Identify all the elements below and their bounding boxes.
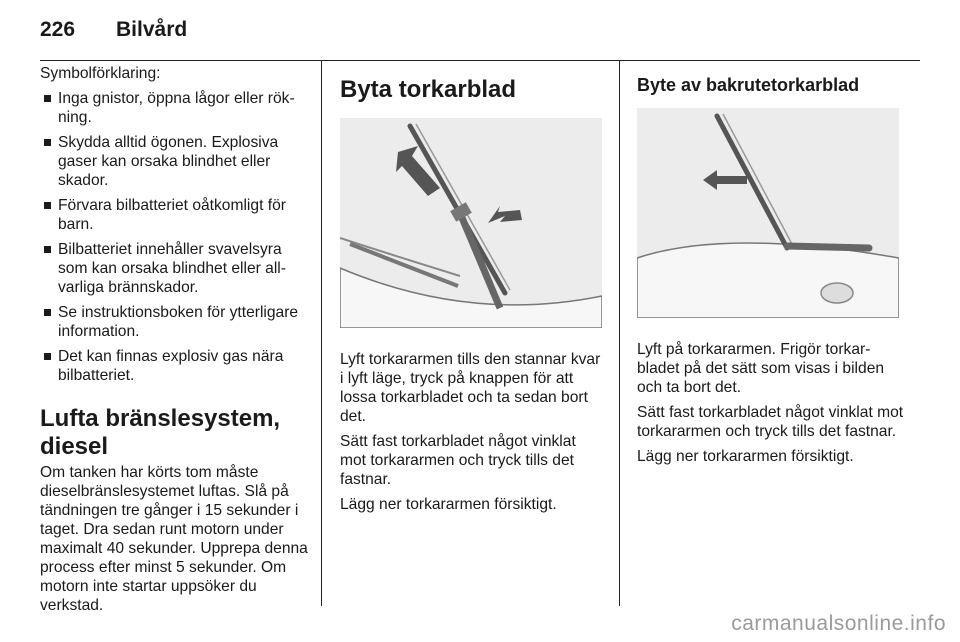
bullet-square-icon [44, 309, 51, 316]
list-item: Förvara bilbatteriet oåtkomligt för barn. [40, 196, 308, 234]
replace-wiper-step-3: Lägg ner torkararmen försiktigt. [340, 496, 557, 513]
heading-replace-wiper-blade: Byta torkarblad [340, 76, 517, 103]
heading-rear-wiper-blade: Byte av bakrutetorkarblad [637, 75, 860, 95]
column-middle [340, 64, 602, 520]
list-item: Det kan finnas explosiv gas nära bilbatteriet. [40, 347, 308, 385]
rear-wiper-step-2: Sätt fast torkarbladet något vinklat mot torkararmen och tryck tills det fastnar. [637, 404, 904, 440]
list-item: Skydda alltid ögonen. Explosiva gaser kan orsaka blindhet eller skador. [40, 133, 308, 190]
bullet-square-icon [44, 353, 51, 360]
symbol-legend-list [40, 89, 308, 385]
column-divider-2 [619, 61, 620, 606]
header-rule [40, 60, 920, 61]
column-right [637, 64, 905, 472]
section-title: Bilvård [116, 18, 188, 41]
rear-wiper-illustration [637, 108, 899, 318]
symbol-legend-intro: Symbolförklaring: [40, 65, 161, 82]
rear-wiper-step-3: Lägg ner torkararmen försiktigt. [637, 448, 854, 465]
replace-wiper-step-1: Lyft torkararmen tills den stannar kvar i lyft läge, tryck på knappen för att lossa torkarbladet och ta sedan bort det. [340, 351, 601, 425]
page-number: 226 [40, 18, 76, 41]
replace-wiper-step-2: Sätt fast torkarbladet något vinklat mot torkararmen och tryck tills det fastnar. [340, 433, 576, 488]
rear-wiper-step-1: Lyft på torkararmen. Frigör torkar-bladet på det sätt som visas i bilden och ta bort det. [637, 341, 885, 396]
list-item: Inga gnistor, öppna lågor eller rök-ning. [40, 89, 308, 127]
heading-bleed-fuel-system: Lufta bränslesystem, diesel [40, 405, 281, 460]
watermark: carmanualsonline.info [731, 612, 946, 635]
page-header [40, 18, 920, 48]
bullet-square-icon [44, 246, 51, 253]
bullet-square-icon [44, 139, 51, 146]
bullet-square-icon [44, 202, 51, 209]
column-left [40, 64, 308, 621]
list-item: Bilbatteriet innehåller svavelsyra som kan orsaka blindhet eller all-varliga brännskador. [40, 240, 308, 297]
list-item: Se instruktionsboken för ytterligare information. [40, 303, 308, 341]
bleed-fuel-body: Om tanken har körts tom måste dieselbränslesystemet luftas. Slå på tändningen tre gånger i 15 sekunder i taget. Dra sedan runt motorn under maximalt 40 sekunder. Upprepa denna process efter minst 5 sekunder. Om motorn inte startar uppsöker du verkstad. [40, 464, 308, 614]
bullet-square-icon [44, 95, 51, 102]
column-divider-1 [321, 61, 322, 606]
front-wiper-illustration [340, 118, 602, 328]
